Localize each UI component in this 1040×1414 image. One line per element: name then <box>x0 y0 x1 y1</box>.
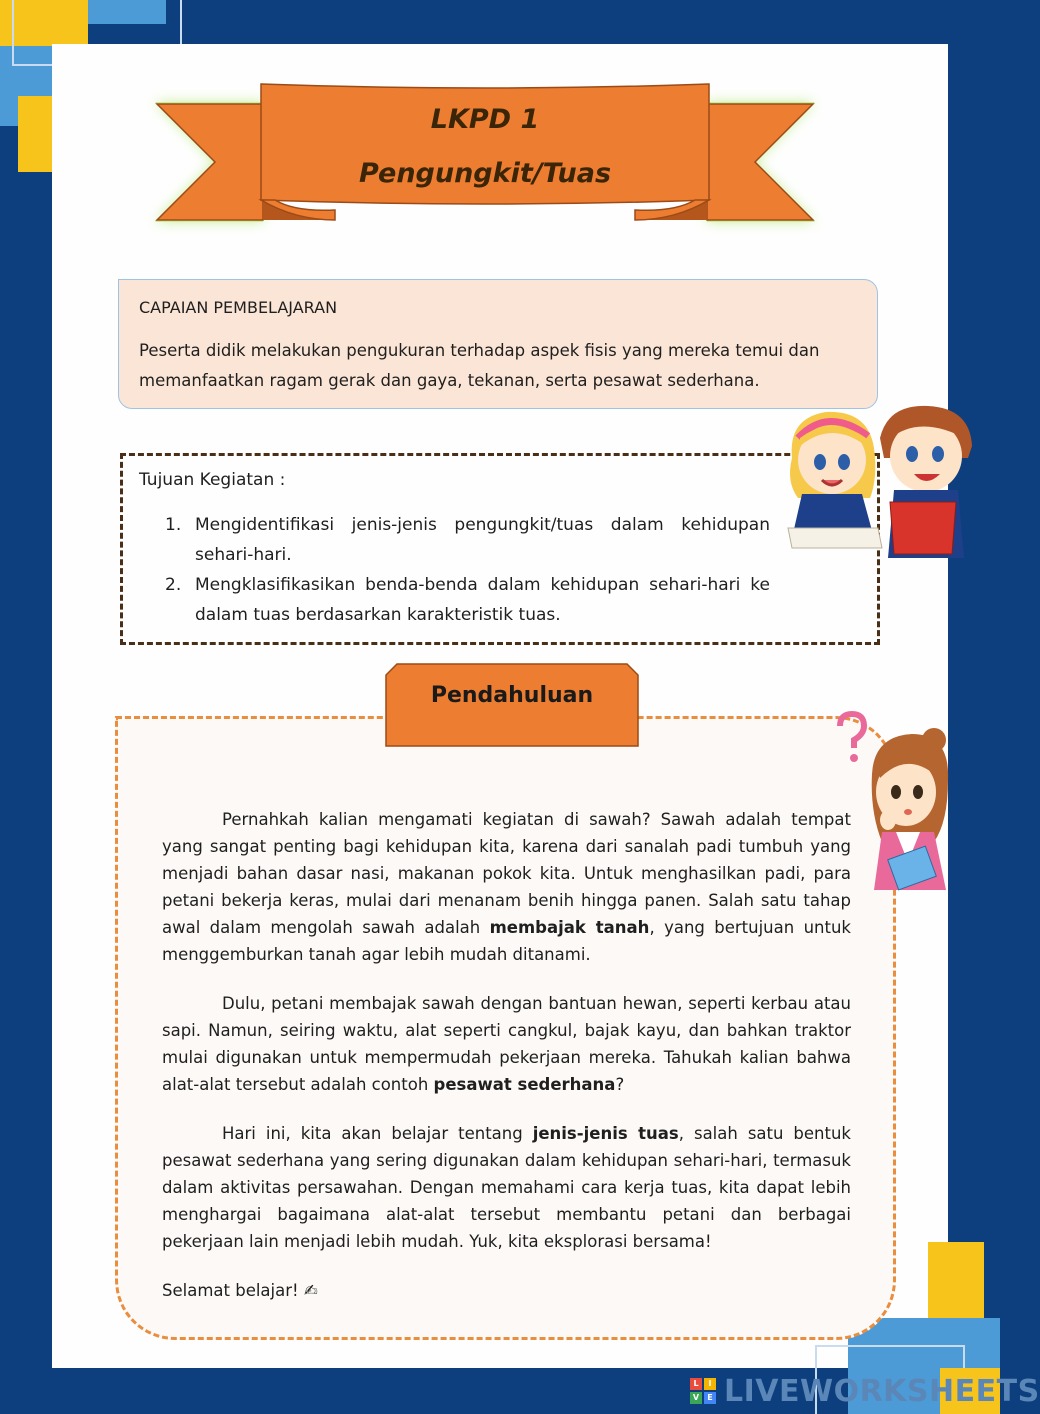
activity-goals-heading: Tujuan Kegiatan : <box>139 470 286 490</box>
worksheet-number: LKPD 1 <box>430 104 540 135</box>
ribbon-icon <box>145 70 825 240</box>
logo-letter: I <box>704 1378 716 1390</box>
yellow-block-right <box>928 1242 984 1318</box>
paragraph-3-text-end: , salah satu bentuk pesawat sederhana yang sering digunakan dalam kehidupan sehari-hari, termasuk dalam aktivitas persawahan. Dengan memahami cara kerja tuas, kita dapat lebih menghargai bagaimana alat-alat tersebut membantu petani dan berbagai pekerjaan lain menjadi lebih mudah. Yuk, kita eksplorasi bersama! <box>162 1124 851 1251</box>
list-item-number: 1. <box>165 515 182 535</box>
activity-goals-box <box>120 453 880 645</box>
logo-letter: E <box>704 1392 716 1404</box>
paragraph-3-emphasis: jenis-jenis tuas <box>532 1124 679 1143</box>
paragraph-1-text: Pernahkah kalian mengamati kegiatan di sawah? Sawah adalah tempat yang sangat penting bagi kehidupan kita, karena dari sanalah padi tumbuh yang menjadi bahan dasar nasi, makanan pokok kita. Untuk menghasilkan padi, para petani bekerja keras, mulai dari menanam benih hingga panen. Salah satu tahap awal dalam mengolah sawah adalah <box>162 810 851 937</box>
paragraph-3-text: Hari ini, kita akan belajar tentang <box>222 1124 533 1143</box>
paragraph-1-text-end: , yang bertujuan untuk menggemburkan tanah agar lebih mudah ditanami. <box>162 918 851 964</box>
worksheet-topic: Pengungkit/Tuas <box>358 158 612 189</box>
list-item-text: Mengklasifikasikan benda-benda dalam kehidupan sehari-hari ke dalam tuas berdasarkan karakteristik tuas. <box>195 575 770 625</box>
paragraph-2-emphasis: pesawat sederhana <box>433 1075 616 1094</box>
learning-outcome-text: Peserta didik melakukan pengukuran terhadap aspek fisis yang mereka temui dan memanfaatkan ragam gerak dan gaya, tekanan, serta pesawat sederhana. <box>139 341 820 390</box>
paragraph-1-emphasis: membajak tanah <box>489 918 650 937</box>
list-item <box>165 570 770 630</box>
activity-goals-list <box>165 510 770 630</box>
list-item-text: Mengidentifikasi jenis-jenis pengungkit/tuas dalam kehidupan sehari-hari. <box>195 515 770 565</box>
introduction-text <box>162 806 851 1326</box>
list-item-number: 2. <box>165 575 182 595</box>
list-item <box>165 510 770 570</box>
title-banner <box>145 70 825 240</box>
learning-outcome-box <box>118 279 878 409</box>
paragraph-2 <box>162 990 851 1098</box>
liveworksheets-text: LIVEWORKSHEETS <box>724 1373 1040 1409</box>
introduction-heading: Pendahuluan <box>430 683 594 708</box>
introduction-tab <box>385 663 639 747</box>
paragraph-3 <box>162 1120 851 1255</box>
paragraph-2-text: Dulu, petani membajak sawah dengan bantuan hewan, seperti kerbau atau sapi. Namun, seiring waktu, alat seperti cangkul, bajak kayu, dan bahkan traktor mulai digunakan untuk mempermudah pekerjaan mereka. Tahukah kalian bahwa alat-alat tersebut adalah contoh <box>162 994 851 1094</box>
closing-line: Selamat belajar! ✍ <box>162 1281 318 1300</box>
liveworksheets-logo-icon <box>690 1378 716 1404</box>
logo-letter: L <box>690 1378 702 1390</box>
learning-outcome-heading: CAPAIAN PEMBELAJARAN <box>139 298 338 317</box>
logo-letter: V <box>690 1392 702 1404</box>
liveworksheets-watermark <box>690 1373 1040 1409</box>
children-reading-icon <box>778 398 978 558</box>
paragraph-1 <box>162 806 851 968</box>
paragraph-2-text-end: ? <box>615 1075 625 1094</box>
